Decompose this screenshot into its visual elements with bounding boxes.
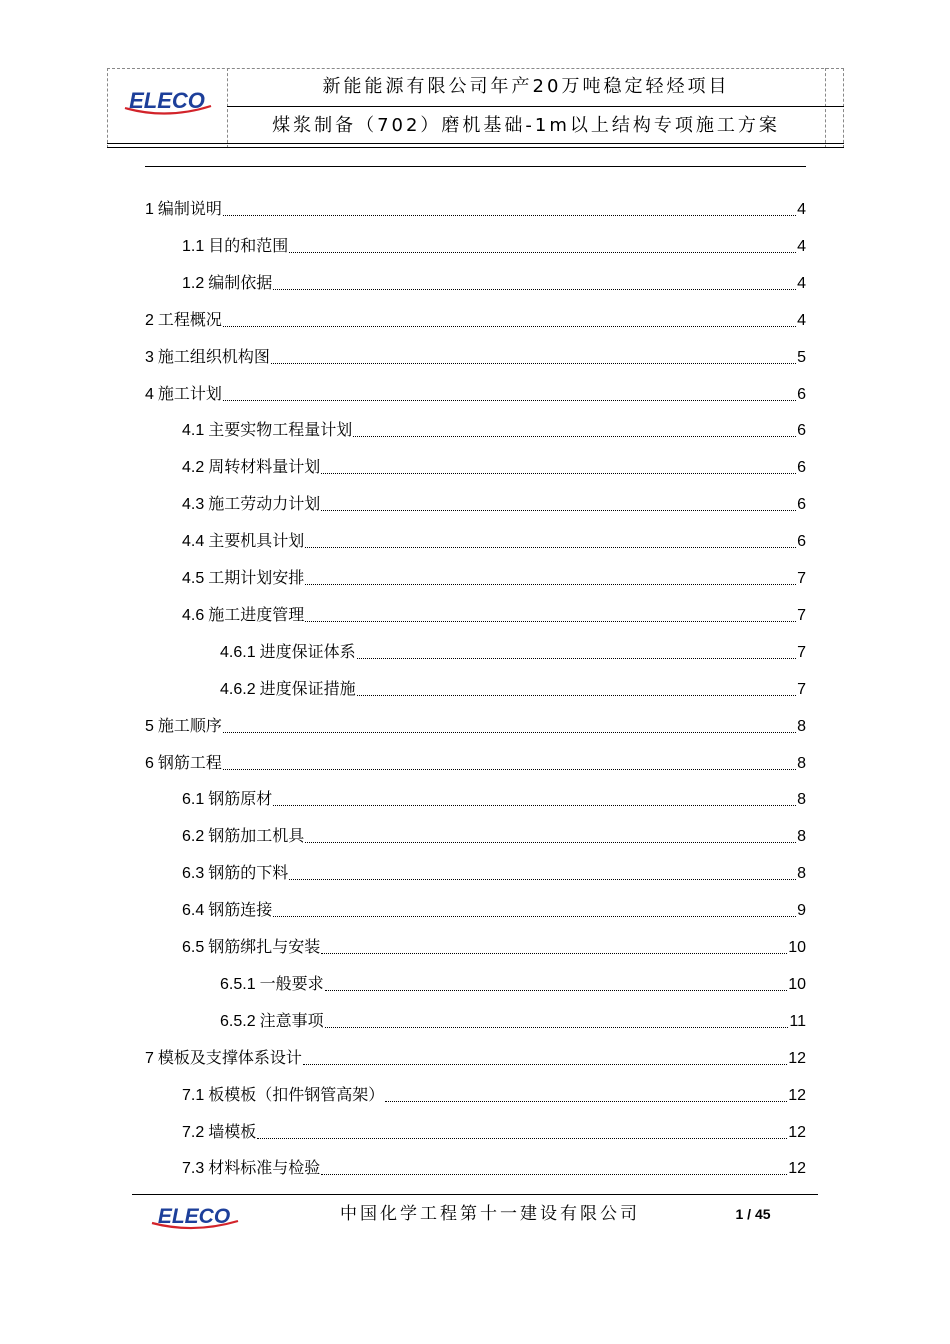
footer-company-name: 中国化学工程第十一建设有限公司 [340,1204,640,1224]
toc-leader-dots [325,1027,789,1028]
toc-entry[interactable] [145,294,806,331]
logo-wordmark: ELECO [157,1205,231,1228]
toc-leader-dots [273,289,796,290]
toc-entry-label [182,826,304,847]
toc-entry-title: 进度保证体系 [259,641,356,661]
toc-entry-number: 6.3 [182,865,205,883]
toc-entry-label [182,457,320,478]
toc-leader-dots [223,400,796,401]
toc-entry-title: 墙模板 [208,1121,257,1141]
toc-entry-page: 12 [788,1086,806,1104]
toc-entry-title: 目的和范围 [208,235,289,255]
toc-entry-title: 主要实物工程量计划 [208,420,353,440]
document-project-title: 新能能源有限公司年产20万吨稳定轻烃项目 [322,76,730,97]
toc-entry-number: 3 [145,348,154,366]
toc-entry-title: 主要机具计划 [208,531,305,551]
toc-entry-number: 4 [145,385,154,403]
toc-entry-title: 工期计划安排 [208,568,305,587]
toc-leader-dots [223,732,796,733]
toc-entry[interactable] [220,626,806,663]
toc-entry-number: 4.6.2 [220,680,256,698]
toc-entry-title: 注意事项 [259,1010,324,1030]
toc-entry-page: 12 [788,1049,806,1067]
toc-entry-page: 6 [797,496,806,514]
toc-entry-title: 钢筋的下料 [208,863,289,883]
toc-entry-title: 工程概况 [157,309,222,329]
toc-leader-dots [385,1101,787,1102]
toc-entry-page: 7 [797,570,806,587]
toc-entry-title: 进度保证措施 [259,678,356,698]
toc-entry-page: 5 [797,348,806,366]
toc-entry-label [145,310,222,331]
toc-entry-label [145,716,222,737]
toc-entry-label [182,494,320,515]
toc-leader-dots [273,916,796,917]
toc-leader-dots [305,584,796,585]
toc-entry-label [145,347,270,368]
toc-entry-label [182,1158,320,1179]
toc-entry-page: 8 [797,828,806,846]
toc-entry-number: 4.5 [182,570,205,587]
toc-entry-page: 8 [797,865,806,883]
toc-entry-label [220,1011,324,1032]
logo-wordmark: ELECO [129,88,205,113]
document-title: 煤浆制备（702）磨机基础-1m以上结构专项施工方案 [272,115,780,136]
toc-entry[interactable] [145,1032,806,1069]
toc-leader-dots [321,1174,787,1175]
toc-entry-number: 6.1 [182,791,205,809]
toc-leader-dots [321,953,787,954]
toc-entry-number: 4.1 [182,422,205,440]
toc-entry-label [182,900,272,921]
toc-entry[interactable] [182,884,806,921]
toc-entry-number: 6.5.1 [220,975,256,993]
toc-entry-number: 7.1 [182,1086,205,1104]
eleco-logo-icon [119,88,215,118]
toc-entry[interactable] [220,958,806,995]
toc-entry-page: 4 [797,237,806,255]
toc-entry[interactable] [145,737,806,774]
toc-leader-dots [223,215,796,216]
toc-leader-dots [353,436,796,437]
toc-entry-page: 7 [797,680,806,698]
toc-entry-title: 钢筋加工机具 [208,826,305,846]
toc-entry-title: 施工计划 [157,383,222,403]
toc-entry-title: 施工劳动力计划 [208,494,321,514]
toc-entry-number: 4.6.1 [220,643,256,661]
toc-entry-number: 6.2 [182,828,205,846]
toc-entry-title: 施工顺序 [157,715,222,735]
toc-entry[interactable] [182,1142,806,1179]
toc-entry-number: 6.5.2 [220,1012,256,1030]
toc-entry[interactable] [182,921,806,958]
footer-logo [146,1204,242,1232]
toc-entry[interactable] [182,1106,806,1143]
header-double-rule [107,143,844,148]
toc-entry-page: 12 [788,1123,806,1141]
toc-entry[interactable] [182,810,806,847]
toc-entry-label [145,1048,302,1069]
toc-leader-dots [321,473,796,474]
toc-entry-page: 6 [797,533,806,551]
toc-entry-label [182,1122,256,1143]
company-logo [119,88,215,118]
toc-entry-number: 1 [145,201,154,218]
toc-leader-dots [305,842,796,843]
toc-entry-number: 4.6 [182,606,205,624]
toc-entry-title: 材料标准与检验 [208,1158,321,1178]
toc-entry-label [182,937,320,958]
toc-entry-label [182,863,288,884]
toc-entry-number: 7 [145,1049,154,1067]
toc-entry-page: 4 [797,274,806,292]
toc-leader-dots [223,326,796,327]
toc-entry[interactable] [145,183,806,220]
toc-entry-label [145,199,222,220]
toc-leader-dots [289,879,796,880]
toc-entry-page: 6 [797,422,806,440]
toc-entry-number: 6 [145,754,154,772]
toc-leader-dots [289,252,796,253]
toc-leader-dots [303,1064,787,1065]
toc-entry[interactable] [145,331,806,368]
eleco-logo-icon [146,1204,242,1232]
toc-entry-title: 钢筋绑扎与安装 [208,937,321,956]
toc-entry-title: 钢筋连接 [208,900,273,920]
toc-entry-label [145,384,222,405]
toc-leader-dots [325,990,788,991]
toc-entry-label [182,531,304,552]
toc-entry[interactable] [182,257,806,294]
toc-entry-number: 6.4 [182,902,205,920]
toc-entry-title: 编制依据 [208,272,273,292]
toc-entry-label [182,605,304,626]
toc-entry-label [220,642,356,663]
toc-entry-label [182,273,272,294]
toc-entry[interactable] [182,515,806,552]
toc-leader-dots [357,658,796,659]
toc-entry-page: 4 [797,311,806,329]
toc-entry-label [182,1085,384,1106]
toc-leader-dots [305,621,796,622]
toc-entry-label [220,974,324,995]
toc-entry-title: 编制说明 [157,199,222,218]
toc-entry-number: 1.1 [182,237,205,255]
toc-entry-page: 11 [789,1012,806,1030]
toc-entry[interactable] [145,368,806,405]
page-number: 1 / 45 [735,1206,771,1222]
toc-entry-number: 1.2 [182,274,205,292]
toc-entry[interactable] [182,552,806,589]
toc-entry-title: 周转材料量计划 [208,457,321,477]
toc-entry-number: 5 [145,717,154,735]
toc-entry-number: 7.2 [182,1123,205,1141]
toc-entry[interactable] [182,589,806,626]
toc-leader-dots [223,769,796,770]
toc-entry-number: 4.4 [182,533,205,551]
toc-entry-title: 施工组织机构图 [157,346,270,366]
toc-entry-page: 10 [788,975,806,993]
toc-entry[interactable] [220,663,806,700]
toc-entry[interactable] [182,1069,806,1106]
header-divider [227,106,844,107]
toc-entry-page: 8 [797,791,806,809]
toc-entry-page: 12 [788,1160,806,1178]
toc-entry-label [220,679,356,700]
toc-leader-dots [273,805,796,806]
toc-entry-number: 6.5 [182,939,205,956]
toc-entry-number: 4.2 [182,459,205,477]
toc-entry-page: 6 [797,459,806,477]
toc-entry-page: 10 [788,939,806,956]
toc-entry-label [182,236,288,257]
toc-top-rule [145,166,806,167]
toc-leader-dots [271,363,796,364]
toc-leader-dots [257,1138,787,1139]
toc-entry-number: 2 [145,311,154,329]
footer-rule [132,1194,818,1195]
toc-entry-page: 8 [797,754,806,772]
toc-entry-number: 4.3 [182,496,205,514]
toc-entry-label [182,568,304,589]
toc-entry-label [145,753,222,774]
toc-entry-page: 9 [797,902,806,920]
toc-entry[interactable] [220,995,806,1032]
page-header [107,68,844,148]
toc-leader-dots [305,547,796,548]
toc-entry-page: 4 [797,201,806,218]
toc-entry-title: 施工进度管理 [208,604,305,624]
toc-entry-page: 8 [797,717,806,735]
toc-entry[interactable] [182,847,806,884]
toc-entry[interactable] [182,220,806,257]
toc-entry[interactable] [145,700,806,737]
toc-entry-title: 一般要求 [259,973,324,993]
toc-entry[interactable] [182,404,806,441]
toc-entry[interactable] [182,773,806,810]
toc-entry-title: 板模板（扣件钢管高架） [208,1084,385,1104]
toc-entry-page: 7 [797,606,806,624]
toc-entry-title: 模板及支撑体系设计 [157,1047,302,1067]
toc-entry[interactable] [182,441,806,478]
toc-entry-label [182,420,352,441]
header-divider [825,68,826,148]
toc-leader-dots [357,695,796,696]
toc-entry-label [182,789,272,810]
toc-entry-title: 钢筋工程 [157,752,222,772]
toc-entry-number: 7.3 [182,1160,205,1178]
toc-leader-dots [321,510,796,511]
toc-entry-title: 钢筋原材 [208,789,273,809]
toc-entry-page: 6 [797,385,806,403]
toc-entry[interactable] [182,478,806,515]
toc-entry-page: 7 [797,643,806,661]
